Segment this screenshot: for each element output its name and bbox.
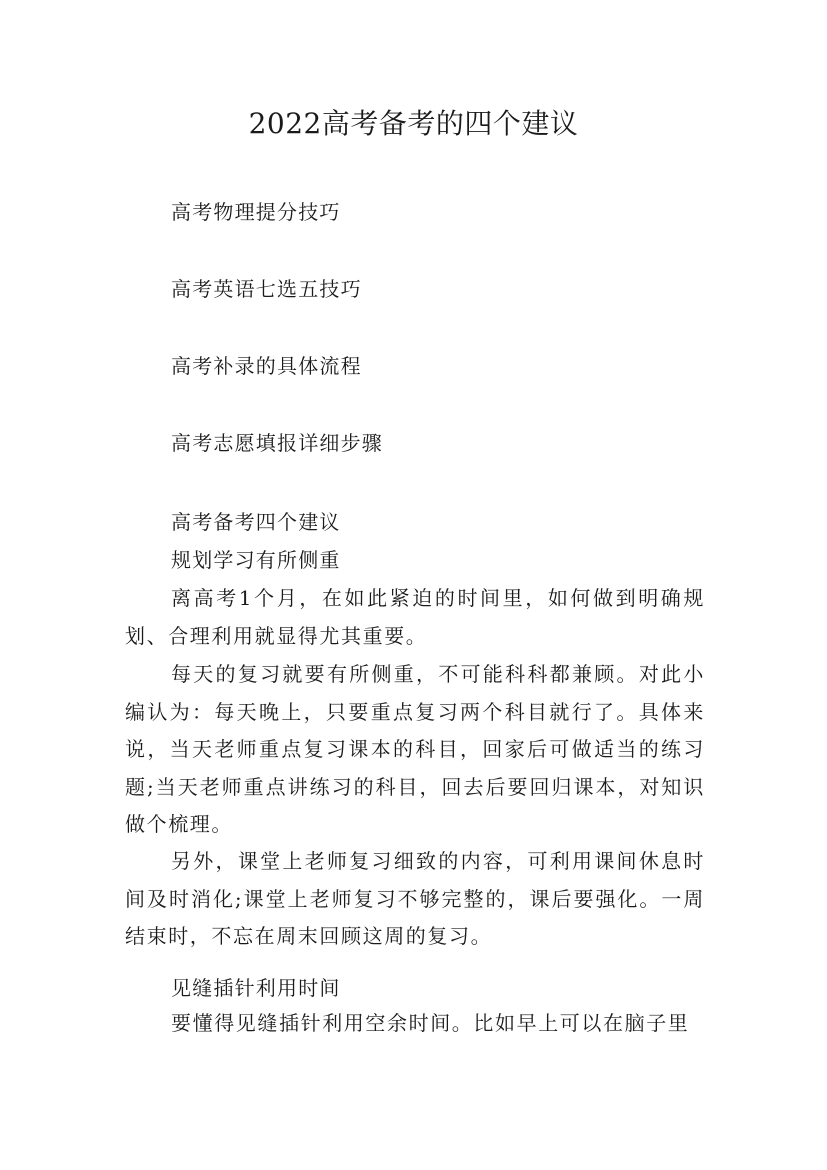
- subheading-spare-time: 见缝插针利用时间: [171, 976, 341, 1000]
- paragraph-spare-time: 要懂得见缝插针利用空余时间。比如早上可以在脑子里: [171, 1011, 690, 1035]
- document-title: 2022高考备考的四个建议: [248, 107, 579, 140]
- related-link-supplementary-admission[interactable]: 高考补录的具体流程: [171, 354, 362, 378]
- section-title: 高考备考四个建议: [171, 510, 341, 534]
- paragraph-planning: 离高考1个月，在如此紧迫的时间里，如何做到明确规划、合理利用就显得尤其重要。: [125, 586, 705, 648]
- related-link-english[interactable]: 高考英语七选五技巧: [171, 277, 362, 301]
- paragraph-classroom-review: 另外，课堂上老师复习细致的内容，可利用课间休息时间及时消化;课堂上老师复习不够完整的，课后要强化。一周结束时，不忘在周末回顾这周的复习。: [125, 849, 705, 948]
- subheading-planning: 规划学习有所侧重: [171, 548, 341, 572]
- related-link-physics[interactable]: 高考物理提分技巧: [171, 200, 341, 224]
- related-link-application-steps[interactable]: 高考志愿填报详细步骤: [171, 431, 383, 455]
- paragraph-daily-review: 每天的复习就要有所侧重，不可能科科都兼顾。对此小编认为：每天晚上，只要重点复习两个科目就行了。具体来说，当天老师重点复习课本的科目，回家后可做适当的练习题;当天老师重点讲练习的科目，回去后要回归课本，对知识做个梳理。: [125, 662, 705, 836]
